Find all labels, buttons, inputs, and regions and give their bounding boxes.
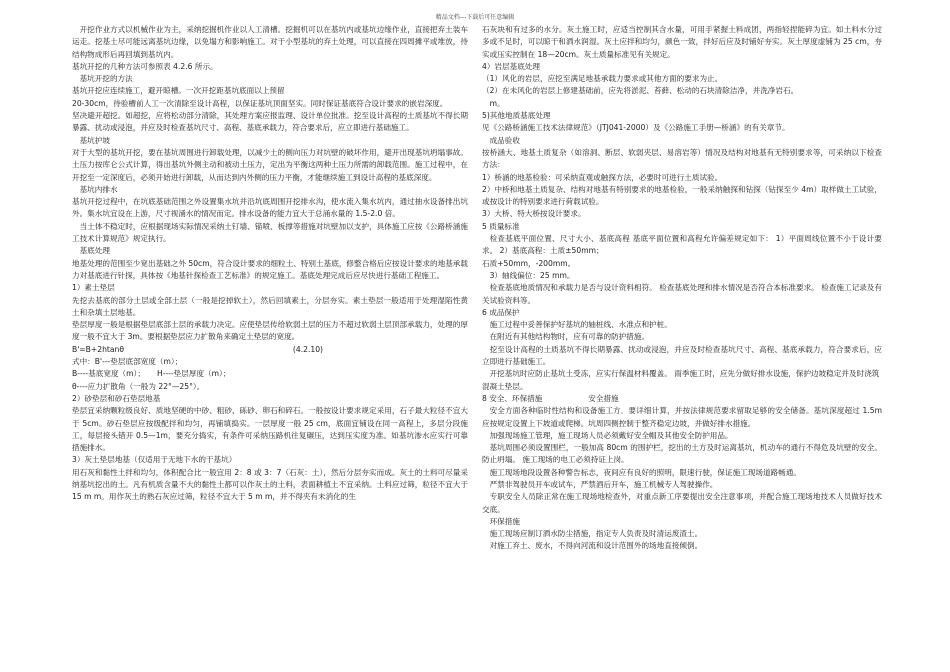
paragraph: 地基处理的范围至少宽出基础之外 50cm，符合设计要求的细粒土、特别土基底，修整合格后应按设计要求的地基承载力对基底进行针探，具体按《地基针探检查工艺标准》的规定施工。基底处理完成后应尽快进行基础工程施工。 — [72, 258, 468, 280]
paragraph: 基坑开挖过程中，在坑底基础范围之外设置集水坑并沿坑底周围开挖排水沟，使水流入集水坑内，通过抽水设备排出坑外。集水坑宜设在上游，尺寸视涌水的情况而定。排水设备的能力宜大于总涌水量的 1.5-2.0 倍。 — [72, 197, 468, 219]
paragraph: 见《公路桥涵施工技术法律规范》（JTJ041-2000）及《公路施工手册—桥涵》的有关章节。 — [482, 123, 790, 133]
paragraph: 基坑开挖应连续施工，避开晾槽。一次开挖距基坑底面以上预留 — [72, 86, 285, 96]
page-header: 精品文档---下载后可任意编辑 — [435, 14, 515, 21]
paragraph: m。 — [489, 98, 505, 108]
formula-note: θ----应力扩散角（一般为 22°—25°）。 — [72, 381, 205, 391]
paragraph: 加强现场施工管理，施工现场人员必须戴好安全帽及其他安全防护用品。 — [489, 430, 733, 440]
list-item: 1）桥涵的地基检验：可采纳直观或触探方法，必要时可进行土质试验。 — [482, 172, 723, 182]
list-item: 3）大桥、特大桥按设计要求。 — [482, 209, 586, 219]
paragraph: 在附近有其他结构物时，应有可靠的防护措施。 — [489, 332, 650, 342]
paragraph: 对施工弃土、废水，不得向河流和设计范围外的场地直接倾倒。 — [489, 541, 703, 551]
section-heading: 6 成品保护 — [482, 307, 520, 317]
paragraph: 坚决避开超挖。如超挖，应将松动部分清除，其处理方案应报监理、设计单位批准。挖至设计高程的土质基坑不得长期暴露、扰动或浸泡，并应及时检查基坑尺寸、高程、基底承载力，符合要求后，应立即进行基础施工。 — [72, 111, 468, 133]
paragraph: 开挖作业方式以机械作业为主，采纳挖掘机作业以人工清槽。挖掘机可以在基坑内或基坑边缘作业，直接把弃土装车运走。挖基土尽可能远离基坑边缘，以免塌方和影响施工。对于小型基坑的弃土处理，可以直接在四周摊平或堆放，待结构物成形后再回填到基坑内。 — [72, 25, 468, 59]
paragraph: 用石灰和黏性土拌和均匀，体积配合比一般宜用 2：8 或 3：7（石灰：土），然后分层夯实而成。灰土的土料可尽量采纳基坑挖出的土。凡有机质含量不大的黏性土都可以作灰土的土料，表面耕植土不宜采纳。土料应过筛，粒径不宜大于 15 m m。用作灰土的熟石灰应过筛，粒径不宜大于 5 m m，并不得夹有未消化的生 — [72, 467, 468, 502]
formula-note: 式中：B'---垫层底部宽度（m）； — [72, 357, 183, 367]
formula-note: B----基底宽度（m）； H----垫层厚度（m）； — [72, 369, 231, 379]
subsection-heading: 2）砂垫层和砂石垫层地基 — [72, 393, 161, 403]
section-heading: 基坑内排水 — [79, 184, 118, 194]
list-item: 3）轴线偏位：25 mm。 — [489, 270, 575, 280]
paragraph: 垫层宜采纳颗粒级良好、质地坚硬的中砂、粗砂、砾砂、卵石和碎石。一般按设计要求规定采用，石子最大粒径不宜大于 5cm。砂石垫层应按级配拌和均匀，再铺填捣实。一层厚度一般 25 cm，底面宜铺设在同一高程上，多层分段施工，每层接头错开 0.5—1m，要充分捣实，有条件可采纳压路机往复碾压，达到压实度为准。如基坑渗水应实行可靠措施排水。 — [72, 406, 468, 453]
paragraph: 专职安全人员除正常在施工现场地检查外，对重点新工序要提出安全注意事项，并配合施工现场地技术人员做好技术交底。 — [482, 492, 882, 514]
paragraph: 安全方面各种临时性结构和设备施工方．要详细计算，并按法律规范要求留取足够的安全储备。基坑深度超过 1.5m 应按规定设置上下坡道或爬梯。坑周四侧控制于整齐稳定边坡，并做好排水措施。 — [482, 406, 882, 428]
paragraph: 施工现场地段设置各种警告标志，夜间应有良好的照明，限速行驶，保证施工现场道路畅通。 — [489, 467, 801, 477]
subsection-heading: 3）灰土垫层地基（仅适用于无地下水的干基坑） — [72, 455, 237, 465]
paragraph: 按桥涵大、地基土质复杂（如溶洞、断层、软弱夹层、易溶岩等）情况及结构对地基有无特别要求等，可采纳以下检查方法： — [482, 147, 882, 170]
paragraph: 严禁非驾驶员开车或试车，严禁酒后开车，施工机械专人驾驶操作。 — [489, 479, 718, 489]
section-heading: 8 安全、环保措施 安全措施 — [482, 393, 619, 403]
formula: B'=B+2htanθ (4.2.10) — [72, 344, 324, 354]
section-heading: 基坑护坡 — [79, 135, 110, 145]
paragraph: 基坑周围必须设置围栏，一般加高 80cm 的围护栏，挖出的土方及时运离基坑，机动车的通行不得危及坑壁的安全。防止坍塌。 施工现场的电工必须持证上岗。 — [482, 443, 882, 465]
paragraph: 20-30cm，待验槽前人工一次清除至设计高程，以保证基坑顶面坚实。同时保证基底符合设计要求的嵌岩深度。 — [72, 98, 448, 108]
paragraph: 检查基底平面位置、尺寸大小、基底高程 基底平面位置和高程允许偏差规定如下： 1）平面周线位置不小于设计要求。 2）基底高程：土质±50mm； — [482, 234, 882, 256]
paragraph: 石质+50mm，-200mm。 — [482, 258, 576, 268]
paragraph: 对于大型的基坑开挖，要在基坑周围进行卸载处理，以减少土的侧向压力对坑壁的破坏作用，避开出现基坑坍塌事故。土压力按库仑公式计算，得出基坑外侧主动和被动土压力，定出为平衡这两种土压力所需的卸载范围。施工过程中，在开挖至一定深度后，必须开始进行卸载，从而达到内外侧的压力平衡，才能继续施工到设计高程的基底深度。 — [72, 147, 468, 182]
section-heading: 环保措施 — [489, 516, 520, 526]
paragraph: 施工过程中妥善保护好基坑的轴桩线、水准点和护桩。 — [489, 320, 672, 330]
paragraph: 开挖基坑时应防止基坑土受冻，应实行保温材料覆盖。 雨季施工时，应先分做好排水设施，保护边坡稳定并及时浇筑 — [489, 369, 880, 379]
paragraph: 石灰块和有过多的水分。灰土施工时，应适当控制其含水量，可用手紧握土料成团，两指轻捏能碎为宜。如土料水分过多或不足时，可以晾干和洒水润湿。灰土应拌和均匀，颜色一致，拌好后应及时铺好夯实。灰土厚度虚铺为 25 cm，夯实或压实控制在 18—20cm。灰土质量标准见有关规定。 — [482, 25, 882, 59]
paragraph: 当土体不稳定时，应根据现场实际情况采纳土钉墙、锚喷、板撑等措施对坑壁加以支护，具体施工应按《公路桥涵施工技术计算规范》规定执行。 — [72, 221, 468, 244]
subsection-heading: 5)其他地质基底处理 — [482, 111, 551, 121]
paragraph: 先挖去基底的部分土层或全部土层（一般是挖掉软土），然后回填素土，分层夯实。素土垫层一般适用于处理湿陷性黄土和杂填土层地基。 — [72, 295, 468, 317]
left-column — [72, 24, 468, 664]
paragraph: 施工现场应制订洒水防尘措施，指定专人负责及时清运废渣土。 — [489, 529, 703, 539]
paragraph: 混凝土垫层。 — [482, 381, 528, 391]
section-heading: 基坑开挖的方法 — [79, 74, 133, 84]
paragraph: 检查基底地质情况和承载力是否与设计资料相符。 检查基底处理和排水情况是否符合本标准要求。 检查施工记录及有关试验资料等。 — [482, 283, 882, 305]
section-heading: 成品验收 — [489, 135, 520, 145]
list-item: 2）中桥和地基土质复杂、结构对地基有特别要求的地基检验，一般采纳触探和钻探（钻探至少 4m）取样做土工试验，或按设计的特别要求进行荷载试验。 — [482, 184, 882, 207]
right-column — [482, 24, 882, 664]
paragraph: 基坑开挖的几种方法可参照表 4.2.6 所示。 — [72, 61, 218, 71]
subsection-heading: 1）素土垫层 — [72, 283, 115, 293]
subsection-heading: 4）岩层基底处理 — [482, 61, 540, 71]
section-heading: 基底处理 — [79, 246, 110, 256]
paragraph: 垫层厚度一般是根据垫层底部土层的承载力决定。应使垫层传给软弱土层的压力不超过软弱土层顶部承载力，处理的厚度一般不宜大于 3m。要根据垫层应力扩散角来确定土垫层的宽度。 — [72, 320, 468, 342]
paragraph: 挖至设计高程的土质基坑不得长期暴露、扰动或浸泡，并应及时检查基坑尺寸、高程、基底承载力，符合要求后，应立即进行基础施工。 — [482, 344, 882, 367]
list-item: （1）风化的岩层，应挖至满足地基承载力要求或其他方面的要求为止。 — [482, 74, 723, 84]
section-heading: 5 质量标准 — [482, 221, 520, 231]
list-item: （2）在未风化的岩层上修建基础前，应先将淤泥、苔藓、松动的石块清除洁净，并洗净岩石。 — [482, 86, 799, 96]
